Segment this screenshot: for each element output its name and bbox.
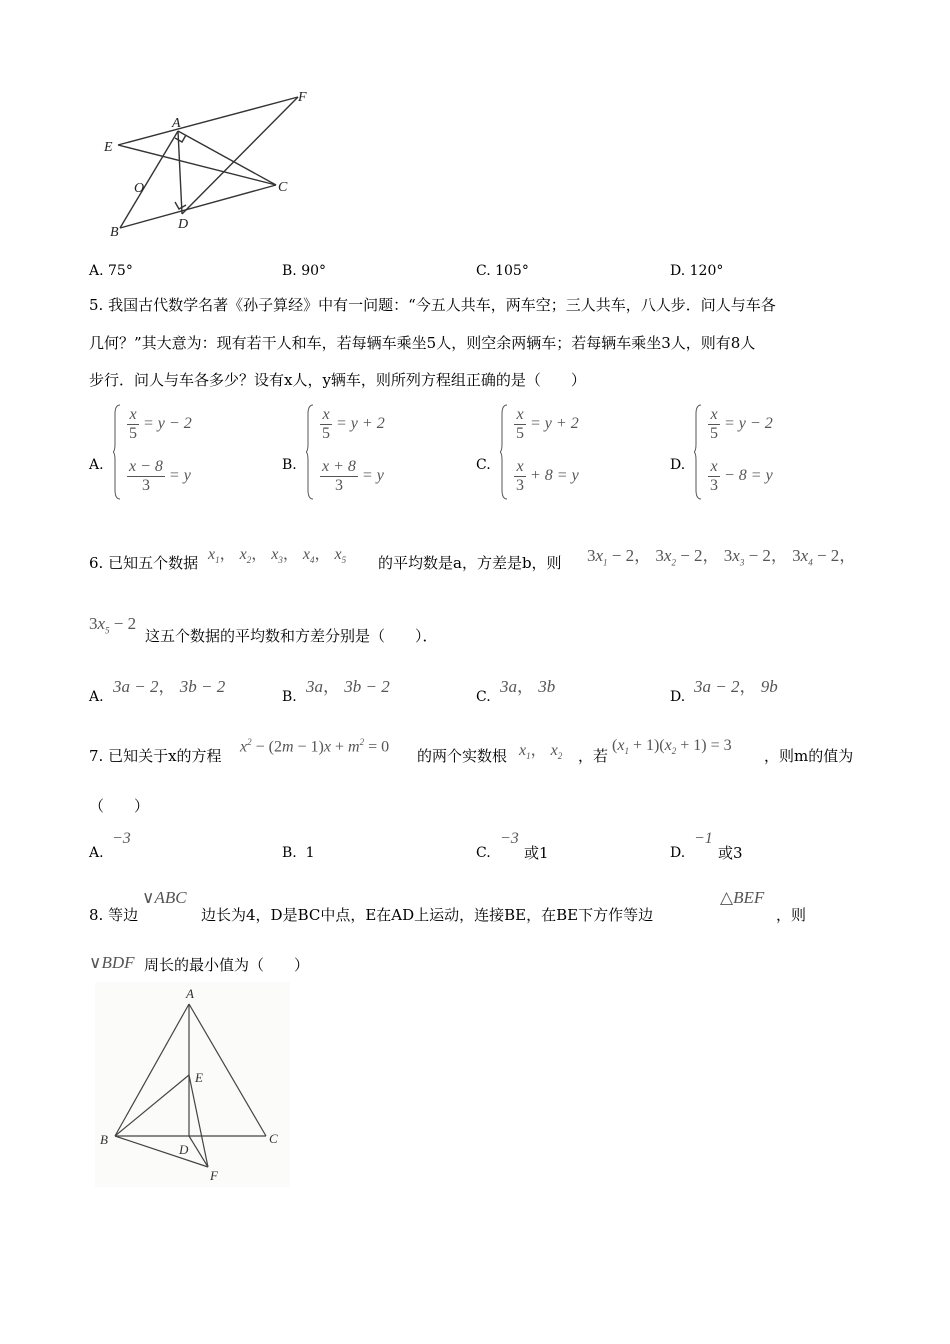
- q6-line2: 这五个数据的平均数和方差分别是（ ）．: [145, 627, 438, 645]
- q7-paren: （ ）: [89, 797, 150, 815]
- label-B: B: [100, 1132, 108, 1147]
- q8-triangle-bef: △BEF: [720, 888, 765, 907]
- q6-x5-expr: $3x_5 - 2$: [89, 614, 137, 636]
- q5-option-d[interactable]: D.: [670, 457, 686, 473]
- q4-option-a[interactable]: A. 75°: [89, 263, 133, 279]
- q6-option-a-value: 3a − 2， 3b − 2: [113, 677, 226, 696]
- label-F: F: [210, 1168, 218, 1183]
- q6-option-c-value: 3a， 3b: [500, 677, 556, 696]
- q7-equation: $x^2 - (2m - 1)x + m^2 = 0$: [240, 737, 390, 756]
- label-D: D: [178, 217, 189, 232]
- label-D: D: [179, 1142, 189, 1157]
- q6-option-a[interactable]: A.: [89, 689, 104, 705]
- q7-mid: 的两个实数根: [417, 747, 508, 765]
- brace-icon: [694, 404, 702, 500]
- brace-icon: [306, 404, 314, 500]
- q4-option-c[interactable]: C. 105°: [476, 263, 529, 279]
- q7-option-c-value: −3: [500, 830, 519, 847]
- q8-prefix: 8. 等边: [89, 906, 139, 924]
- q6-mid: 的平均数是a，方差是b，则: [378, 554, 562, 572]
- label-O: O: [134, 181, 145, 196]
- q6-option-d[interactable]: D.: [670, 689, 686, 705]
- right-angle-A: [175, 135, 186, 142]
- label-C: C: [278, 180, 288, 195]
- label-C: C: [269, 1131, 278, 1146]
- q7-option-d[interactable]: D.: [670, 845, 686, 861]
- q8-triangle-bdf: ∨BDF: [89, 953, 135, 972]
- q5-line2: 几何？”其大意为：现有若干人和车，若每辆车乘坐5人，则空余两辆车；若每辆车乘坐3人，则有8人: [89, 334, 756, 352]
- equation-row-1: $\frac{x}{5}$ = y + 2: [322, 406, 385, 442]
- brace-icon: [113, 404, 121, 500]
- q6-data-list: $x_1$， $x_2$， $x_3$， $x_4$， $x_5$: [208, 546, 347, 566]
- q5-option-a[interactable]: A.: [89, 457, 104, 473]
- line-EC: [118, 145, 276, 185]
- q8-line2: 周长的最小值为（ ）: [144, 956, 310, 974]
- q4-option-b[interactable]: B. 90°: [282, 263, 327, 279]
- equation-row-2: $\frac{x}{3}$ + 8 = y: [516, 458, 579, 494]
- q6-option-b[interactable]: B.: [282, 689, 297, 705]
- q8-mid: 边长为4，D是BC中点，E在AD上运动，连接BE，在BE下方作等边: [201, 906, 654, 924]
- equation-row-2: $\frac{x - 8}{3}$ = y: [129, 458, 191, 494]
- q5-line3: 步行．问人与车各多少？设有x人，y辆车，则所列方程组正确的是（ ）: [89, 371, 586, 389]
- label-A: A: [172, 116, 181, 131]
- q7-option-d-text: 或3: [718, 844, 743, 862]
- label-E: E: [195, 1070, 203, 1085]
- q7-prefix: 7. 已知关于x的方程: [89, 747, 222, 765]
- q5-line1: 5. 我国古代数学名著《孙子算经》中有一问题：“今五人共车，两车空；三人共车，八人步．问人与车各: [89, 296, 776, 314]
- figure-parallelogram: [100, 85, 320, 240]
- line-EF: [118, 97, 298, 145]
- q7-mid2: ，若: [578, 747, 609, 765]
- q8-suffix: ，则: [776, 906, 807, 924]
- label-E: E: [104, 140, 113, 155]
- q7-option-a-value: −3: [112, 830, 131, 847]
- q7-roots: $x_1$， $x_2$: [519, 742, 563, 762]
- q6-option-b-value: 3a， 3b − 2: [306, 677, 390, 696]
- q4-option-d[interactable]: D. 120°: [670, 263, 724, 279]
- right-angle-D: [175, 202, 186, 209]
- q6-transformed-list: $3x_1 - 2$， $3x_2 - 2$， $3x_3 - 2$， $3x_4 - 2$，: [587, 546, 857, 568]
- q7-option-b[interactable]: B. 1: [282, 845, 315, 861]
- q5-option-c[interactable]: C.: [476, 457, 491, 473]
- label-A: A: [186, 986, 194, 1001]
- q7-option-a[interactable]: A.: [89, 845, 104, 861]
- label-B: B: [110, 225, 119, 240]
- equation-row-2: $\frac{x + 8}{3}$ = y: [322, 458, 384, 494]
- q8-triangle-abc: ∨ABC: [142, 888, 187, 907]
- label-F: F: [298, 90, 307, 105]
- figure-equilateral-triangle: [95, 982, 290, 1187]
- line-AB: [120, 131, 178, 228]
- line-AD: [178, 131, 182, 214]
- q7-option-c[interactable]: C.: [476, 845, 491, 861]
- q5-option-d-system: [694, 404, 814, 504]
- equation-row-1: $\frac{x}{5}$ = y − 2: [710, 406, 773, 442]
- q7-option-c-text: 或1: [524, 844, 549, 862]
- q7-option-d-value: −1: [694, 830, 713, 847]
- q7-suffix: ，则m的值为: [764, 747, 854, 765]
- q5-option-a-system: [113, 404, 233, 504]
- q6-option-c[interactable]: C.: [476, 689, 491, 705]
- q6-option-d-value: 3a − 2， 9b: [694, 677, 778, 696]
- line-AC: [178, 131, 276, 185]
- q7-condition: $(x_1 + 1)(x_2 + 1) = 3$: [612, 737, 732, 757]
- equation-row-2: $\frac{x}{3}$ − 8 = y: [710, 458, 773, 494]
- equation-row-1: $\frac{x}{5}$ = y + 2: [516, 406, 579, 442]
- equation-row-1: $\frac{x}{5}$ = y − 2: [129, 406, 192, 442]
- q5-option-b[interactable]: B.: [282, 457, 297, 473]
- brace-icon: [500, 404, 508, 500]
- q5-option-c-system: [500, 404, 620, 504]
- q6-prefix: 6. 已知五个数据: [89, 554, 199, 572]
- q5-option-b-system: [306, 404, 426, 504]
- line-FD: [182, 97, 298, 214]
